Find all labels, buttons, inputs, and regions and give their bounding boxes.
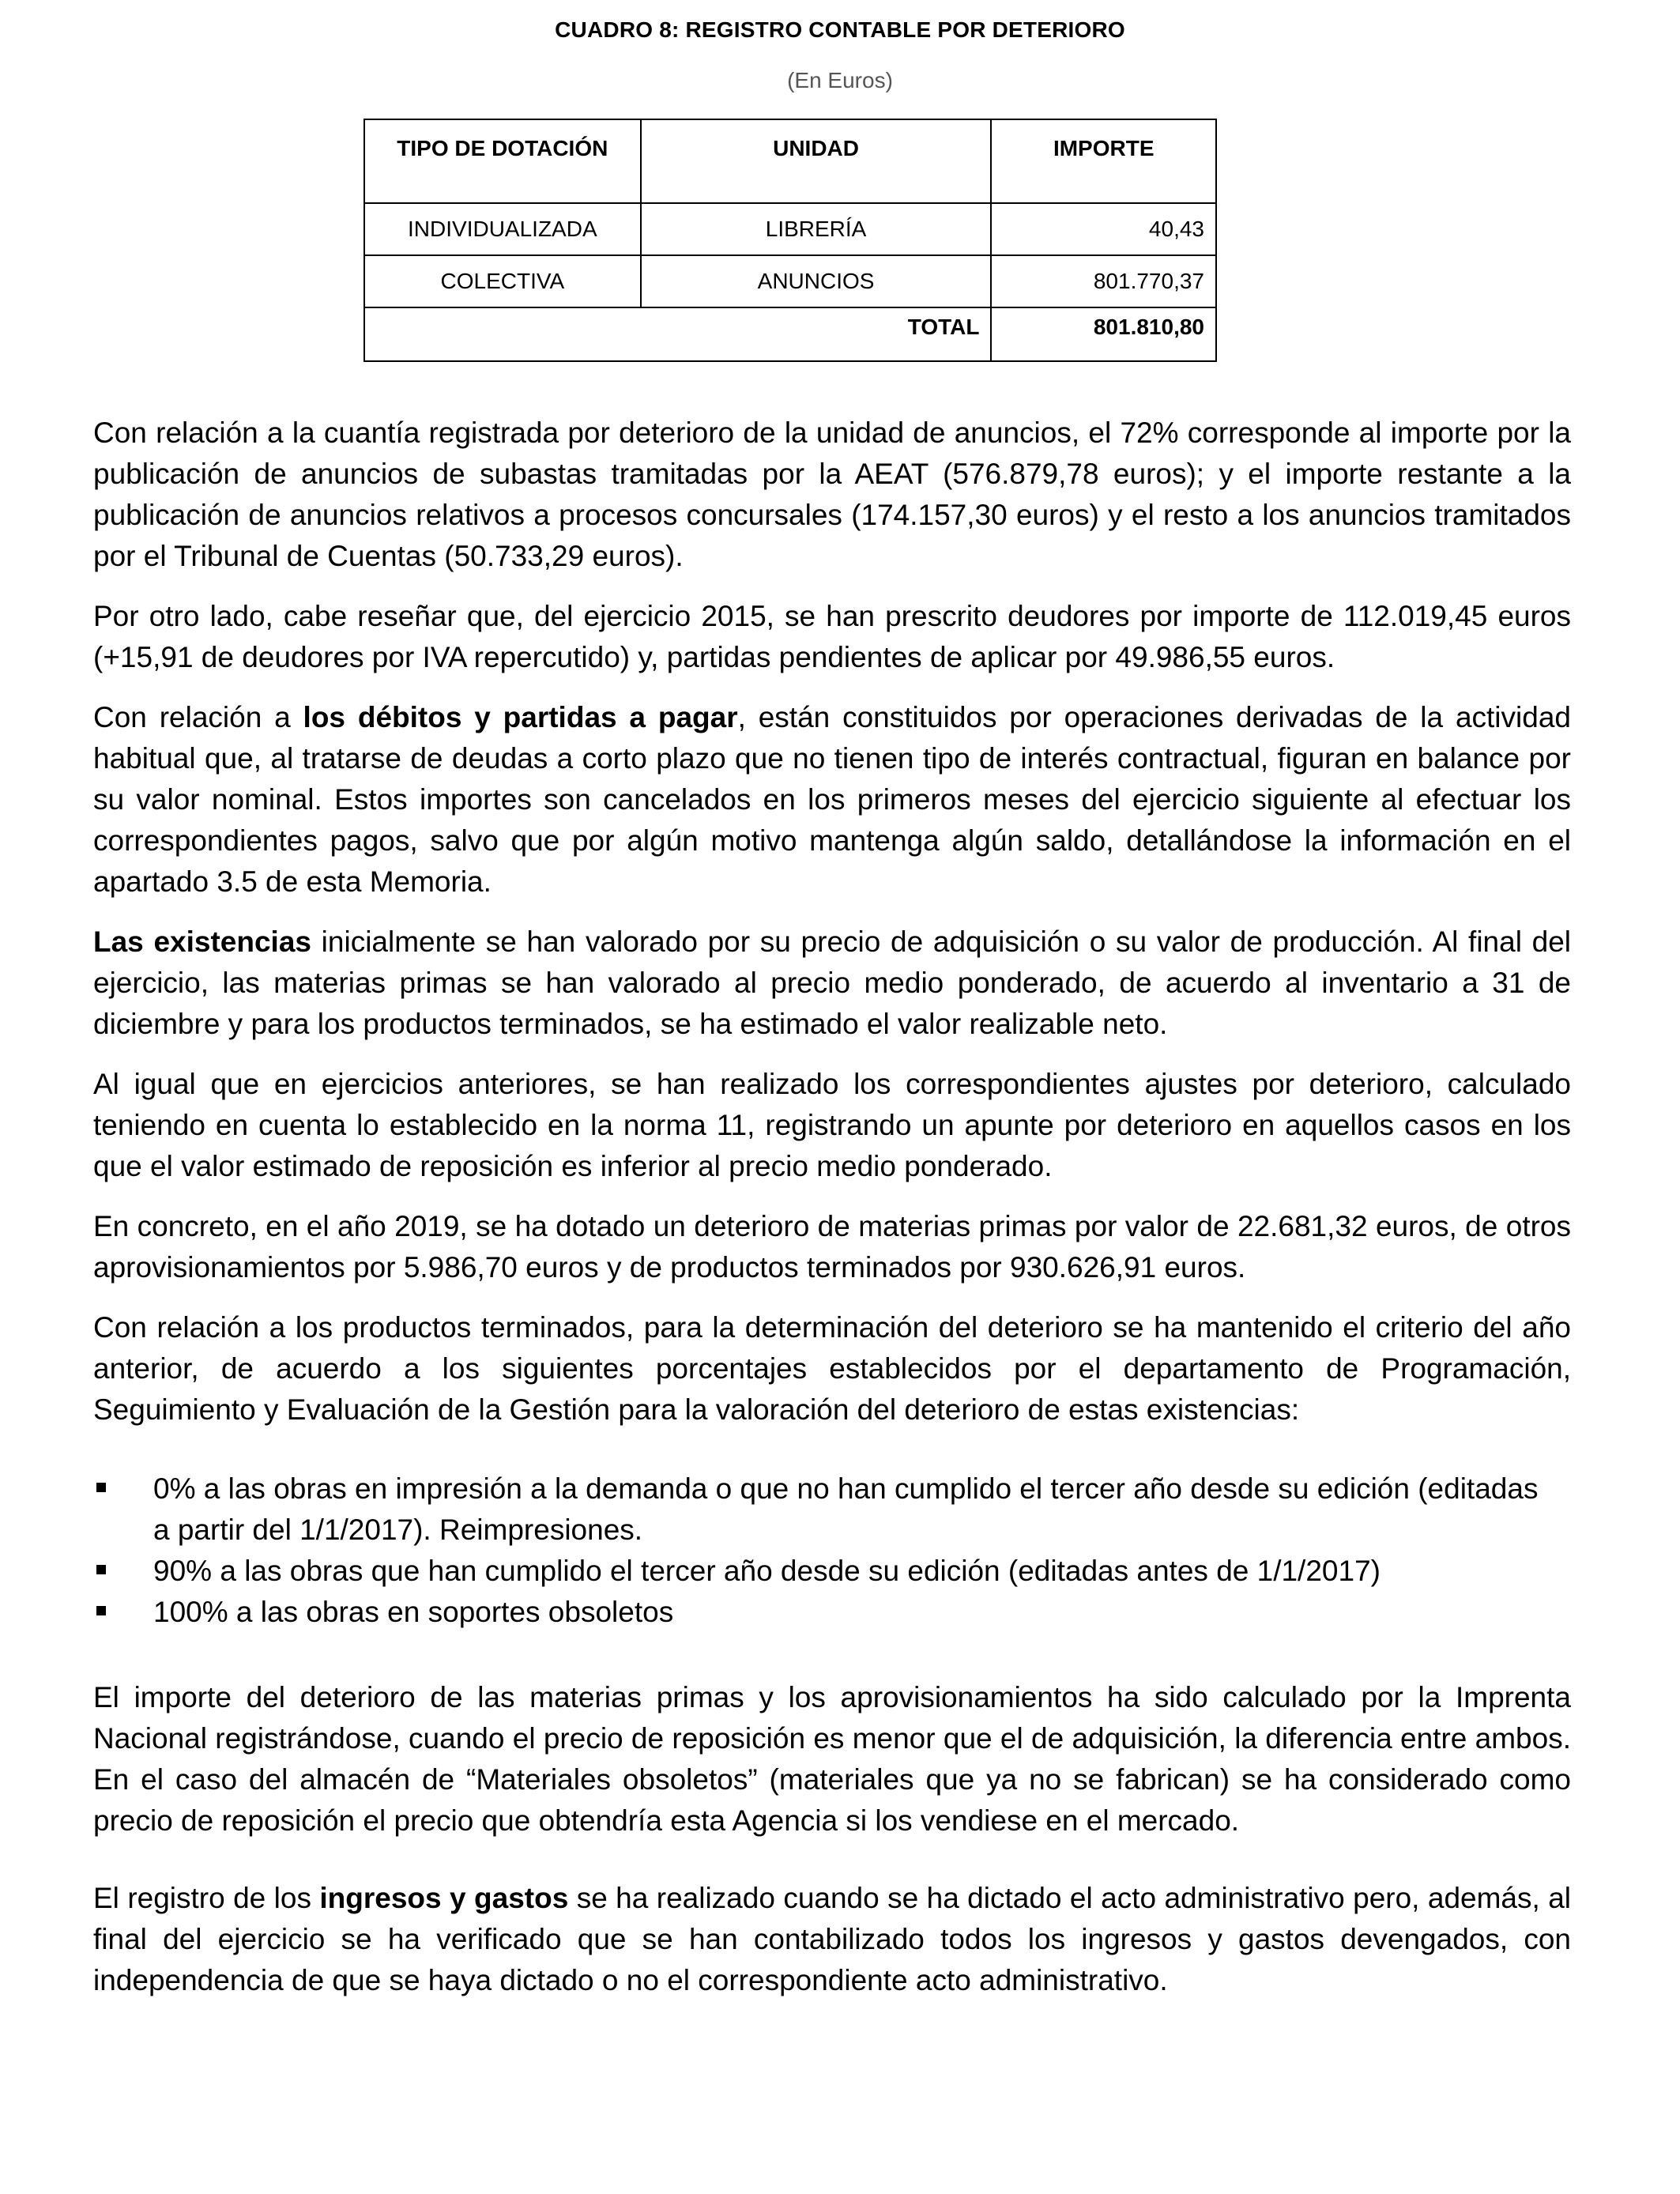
- table-title: CUADRO 8: REGISTRO CONTABLE POR DETERIORO: [555, 17, 1125, 42]
- cell-importe: 40,43: [991, 203, 1216, 255]
- table-row: [364, 255, 1216, 307]
- paragraph-existencias-bold: Las existencias: [93, 925, 311, 958]
- cell-importe: 801.770,37: [991, 255, 1216, 307]
- cell-tipo: INDIVIDUALIZADA: [364, 203, 641, 255]
- cell-unidad: ANUNCIOS: [641, 255, 992, 307]
- paragraph-ingresos-post: se ha realizado cuando se ha dictado el acto administrativo pero, además, al final del ejercicio se ha verificado que se han contabilizado todos los ingresos y gastos devengados, con independencia de que se haya dictado o no el correspondiente acto administrativo.: [93, 1882, 1572, 1996]
- table-row: [364, 203, 1216, 255]
- total-label: TOTAL: [364, 307, 991, 361]
- cell-unidad: LIBRERÍA: [641, 203, 992, 255]
- cell-tipo: COLECTIVA: [364, 255, 641, 307]
- paragraph-existencias-post: inicialmente se han valorado por su precio de adquisición o su valor de producción. Al final del ejercicio, las materias primas se han valorado al precio medio ponderado, de acuerdo al inventario a 31 de diciembre y para los productos terminados, se ha estimado el valor realizable neto.: [93, 925, 1571, 1040]
- table-subtitle: (En Euros): [787, 68, 893, 92]
- list-item: 90% a las obras que han cumplido el tercer año desde su edición (editadas antes de 1/1/2017): [93, 1551, 1571, 1592]
- bullet-square-icon: [96, 1565, 106, 1574]
- bullet-square-icon: [96, 1483, 106, 1492]
- column-header-importe: IMPORTE: [991, 119, 1216, 203]
- percentage-list: [93, 1468, 1571, 1633]
- table-header-row: [364, 119, 1216, 203]
- paragraph-materias-primas: El importe del deterioro de las materias primas y los aprovisionamientos ha sido calculado por la Imprenta Nacional registrándose, cuando el precio de reposición es menor que el de adquisición, la diferencia entre ambos. En el caso del almacén de “Materiales obsoletos” (materiales que ya no se fabrican) se ha considerado como precio de reposición el precio que obtendría esta Agencia si los vendiese en el mercado.: [93, 1681, 1571, 1837]
- paragraph-ingresos-gastos: [93, 1878, 1571, 2001]
- paragraph-ingresos-pre: El registro de los: [93, 1882, 320, 1914]
- column-header-unidad: UNIDAD: [641, 119, 992, 203]
- table-total-row: [364, 307, 1216, 361]
- bullet-square-icon: [96, 1606, 106, 1615]
- list-item: 0% a las obras en impresión a la demanda o que no han cumplido el tercer año desde su edición (editadas a partir del 1/1/2017). Reimpresiones.: [93, 1468, 1571, 1551]
- total-value: 801.810,80: [991, 307, 1216, 361]
- paragraph-existencias: [93, 922, 1571, 1045]
- paragraph-ajustes: Al igual que en ejercicios anteriores, se han realizado los correspondientes ajustes por deterioro, calculado teniendo en cuenta lo establecido en la norma 11, registrando un apunte por deterioro en aquellos casos en los que el valor estimado de reposición es inferior al precio medio ponderado.: [93, 1068, 1571, 1182]
- body-text: [93, 413, 1571, 2020]
- impairment-table: [363, 119, 1217, 362]
- paragraph-productos-terminados: Con relación a los productos terminados, para la determinación del deterioro se ha mantenido el criterio del año anterior, de acuerdo a los siguientes porcentajes establecidos por el departamento de Programación, Seguimiento y Evaluación de la Gestión para la valoración del deterioro de estas existencias:: [93, 1311, 1571, 1426]
- paragraph-debitos-post: , están constituidos por operaciones derivadas de la actividad habitual que, al tratarse de deudas a corto plazo que no tienen tipo de interés contractual, figuran en balance por su valor nominal. Estos importes son cancelados en los primeros meses del ejercicio siguiente al efectuar los correspondientes pagos, salvo que por algún motivo mantenga algún saldo, detallándose la información en el apartado 3.5 de esta Memoria.: [93, 701, 1571, 898]
- paragraph-debitos-pre: Con relación a: [93, 701, 303, 733]
- paragraph-prescritos: Por otro lado, cabe reseñar que, del ejercicio 2015, se han prescrito deudores por importe de 112.019,45 euros (+15,91 de deudores por IVA repercutido) y, partidas pendientes de aplicar por 49.986,55 euros.: [93, 600, 1571, 673]
- paragraph-anuncios: Con relación a la cuantía registrada por deterioro de la unidad de anuncios, el 72% corresponde al importe por la publicación de anuncios de subastas tramitadas por la AEAT (576.879,78 euros); y el importe restante a la publicación de anuncios relativos a procesos concursales (174.157,30 euros) y el resto a los anuncios tramitados por el Tribunal de Cuentas (50.733,29 euros).: [93, 417, 1571, 572]
- column-header-tipo: TIPO DE DOTACIÓN: [364, 119, 641, 203]
- paragraph-debitos: [93, 697, 1571, 903]
- paragraph-debitos-bold: los débitos y partidas a pagar: [303, 701, 738, 733]
- paragraph-ingresos-bold: ingresos y gastos: [319, 1882, 569, 1914]
- paragraph-concreto: En concreto, en el año 2019, se ha dotado un deterioro de materias primas por valor de 22.681,32 euros, de otros aprovisionamientos por 5.986,70 euros y de productos terminados por 930.626,91 euros.: [93, 1210, 1571, 1284]
- list-item: 100% a las obras en soportes obsoletos: [93, 1592, 1571, 1633]
